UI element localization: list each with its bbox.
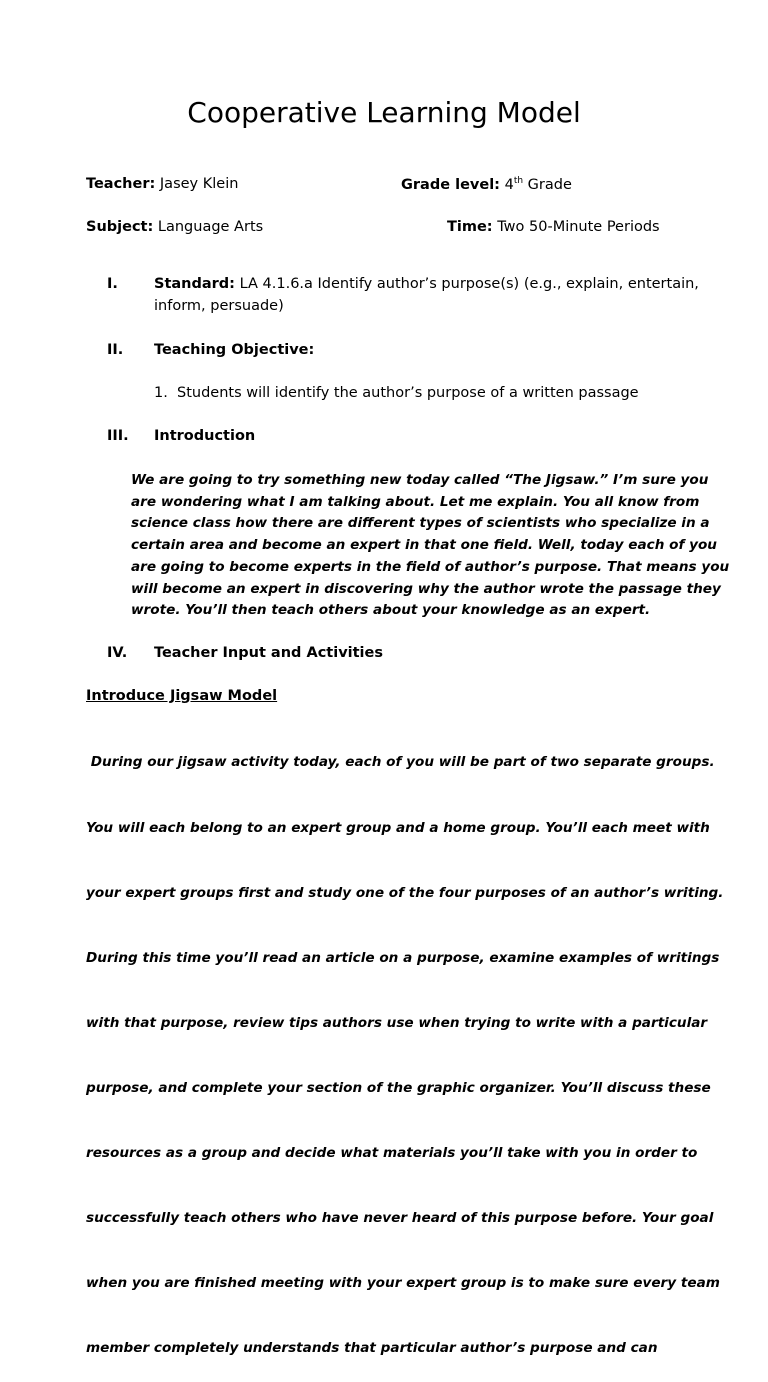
time-line [447, 219, 660, 235]
objective-number: 1. [154, 385, 168, 401]
paragraph-line: We are going to try something new today called “The Jigsaw.” I’m sure you [131, 472, 709, 488]
paragraph-line: You will each belong to an expert group and a home group. You’ll each meet with [86, 819, 710, 836]
standard-line [154, 276, 699, 292]
grade-line [401, 176, 572, 193]
standard-text: LA 4.1.6.a Identify author’s purpose(s) (e.g., explain, entertain, [239, 276, 699, 292]
paragraph-line: resources as a group and decide what materials you’ll take with you in order to [86, 1145, 698, 1162]
paragraph-line: are going to become experts in the field of author’s purpose. That means you [131, 558, 730, 575]
time-value: Two 50-Minute Periods [497, 219, 660, 235]
paragraph-line: your expert groups first and study one of the four purposes of an author’s writing. [86, 884, 724, 901]
paragraph-line: science class how there are different types of scientists who specialize in a [131, 515, 710, 532]
paragraph-line: During this time you’ll read an article on a purpose, examine examples of writings [86, 949, 720, 966]
subject-label: Subject: [86, 219, 154, 235]
subject-value: Language Arts [157, 219, 264, 235]
section-heading: Teacher Input and Activities [154, 645, 383, 661]
paragraph-line: During our jigsaw activity today, each of you will be part of two separate groups. [86, 754, 715, 771]
paragraph-line: purpose, and complete your section of the graphic organizer. You’ll discuss these [86, 1079, 711, 1096]
paragraph-line: will become an expert in discovering why the author wrote the passage they [131, 580, 721, 597]
section-number: I. [107, 276, 118, 292]
grade-value: 4th Grade [504, 176, 572, 193]
section-number: IV. [107, 645, 128, 661]
section-number: III. [107, 428, 129, 444]
paragraph-line: member completely understands that particular author’s purpose and can [86, 1340, 658, 1357]
document-title: Cooperative Learning Model [187, 96, 581, 129]
jigsaw-paragraph [86, 709, 723, 1382]
section-number: II. [107, 342, 124, 358]
objective-text: Students will identify the author’s purpose of a written passage [177, 385, 639, 401]
standard-label: Standard: [154, 276, 235, 292]
introduction-paragraph [131, 470, 729, 622]
paragraph-line: with that purpose, review tips authors use when trying to write with a particular [86, 1014, 708, 1031]
jigsaw-heading: Introduce Jigsaw Model [86, 688, 278, 704]
teacher-value: Jasey Klein [159, 176, 239, 192]
time-label: Time: [447, 219, 493, 235]
teacher-line [86, 176, 238, 192]
grade-label: Grade level: [401, 176, 500, 193]
teacher-label: Teacher: [86, 176, 156, 192]
paragraph-line: successfully teach others who have never heard of this purpose before. Your goal [86, 1210, 714, 1227]
standard-text-cont: inform, persuade) [154, 298, 284, 314]
section-heading: Introduction [154, 428, 256, 444]
subject-line [86, 219, 263, 235]
paragraph-line: wrote. You’ll then teach others about your knowledge as an expert. [131, 602, 651, 619]
section-heading: Teaching Objective: [154, 342, 315, 358]
paragraph-line: certain area and become an expert in that one field. Well, today each of you [131, 537, 717, 554]
paragraph-line: are wondering what I am talking about. Let me explain. You all know from [131, 493, 700, 510]
paragraph-line: when you are finished meeting with your expert group is to make sure every team [86, 1275, 720, 1292]
